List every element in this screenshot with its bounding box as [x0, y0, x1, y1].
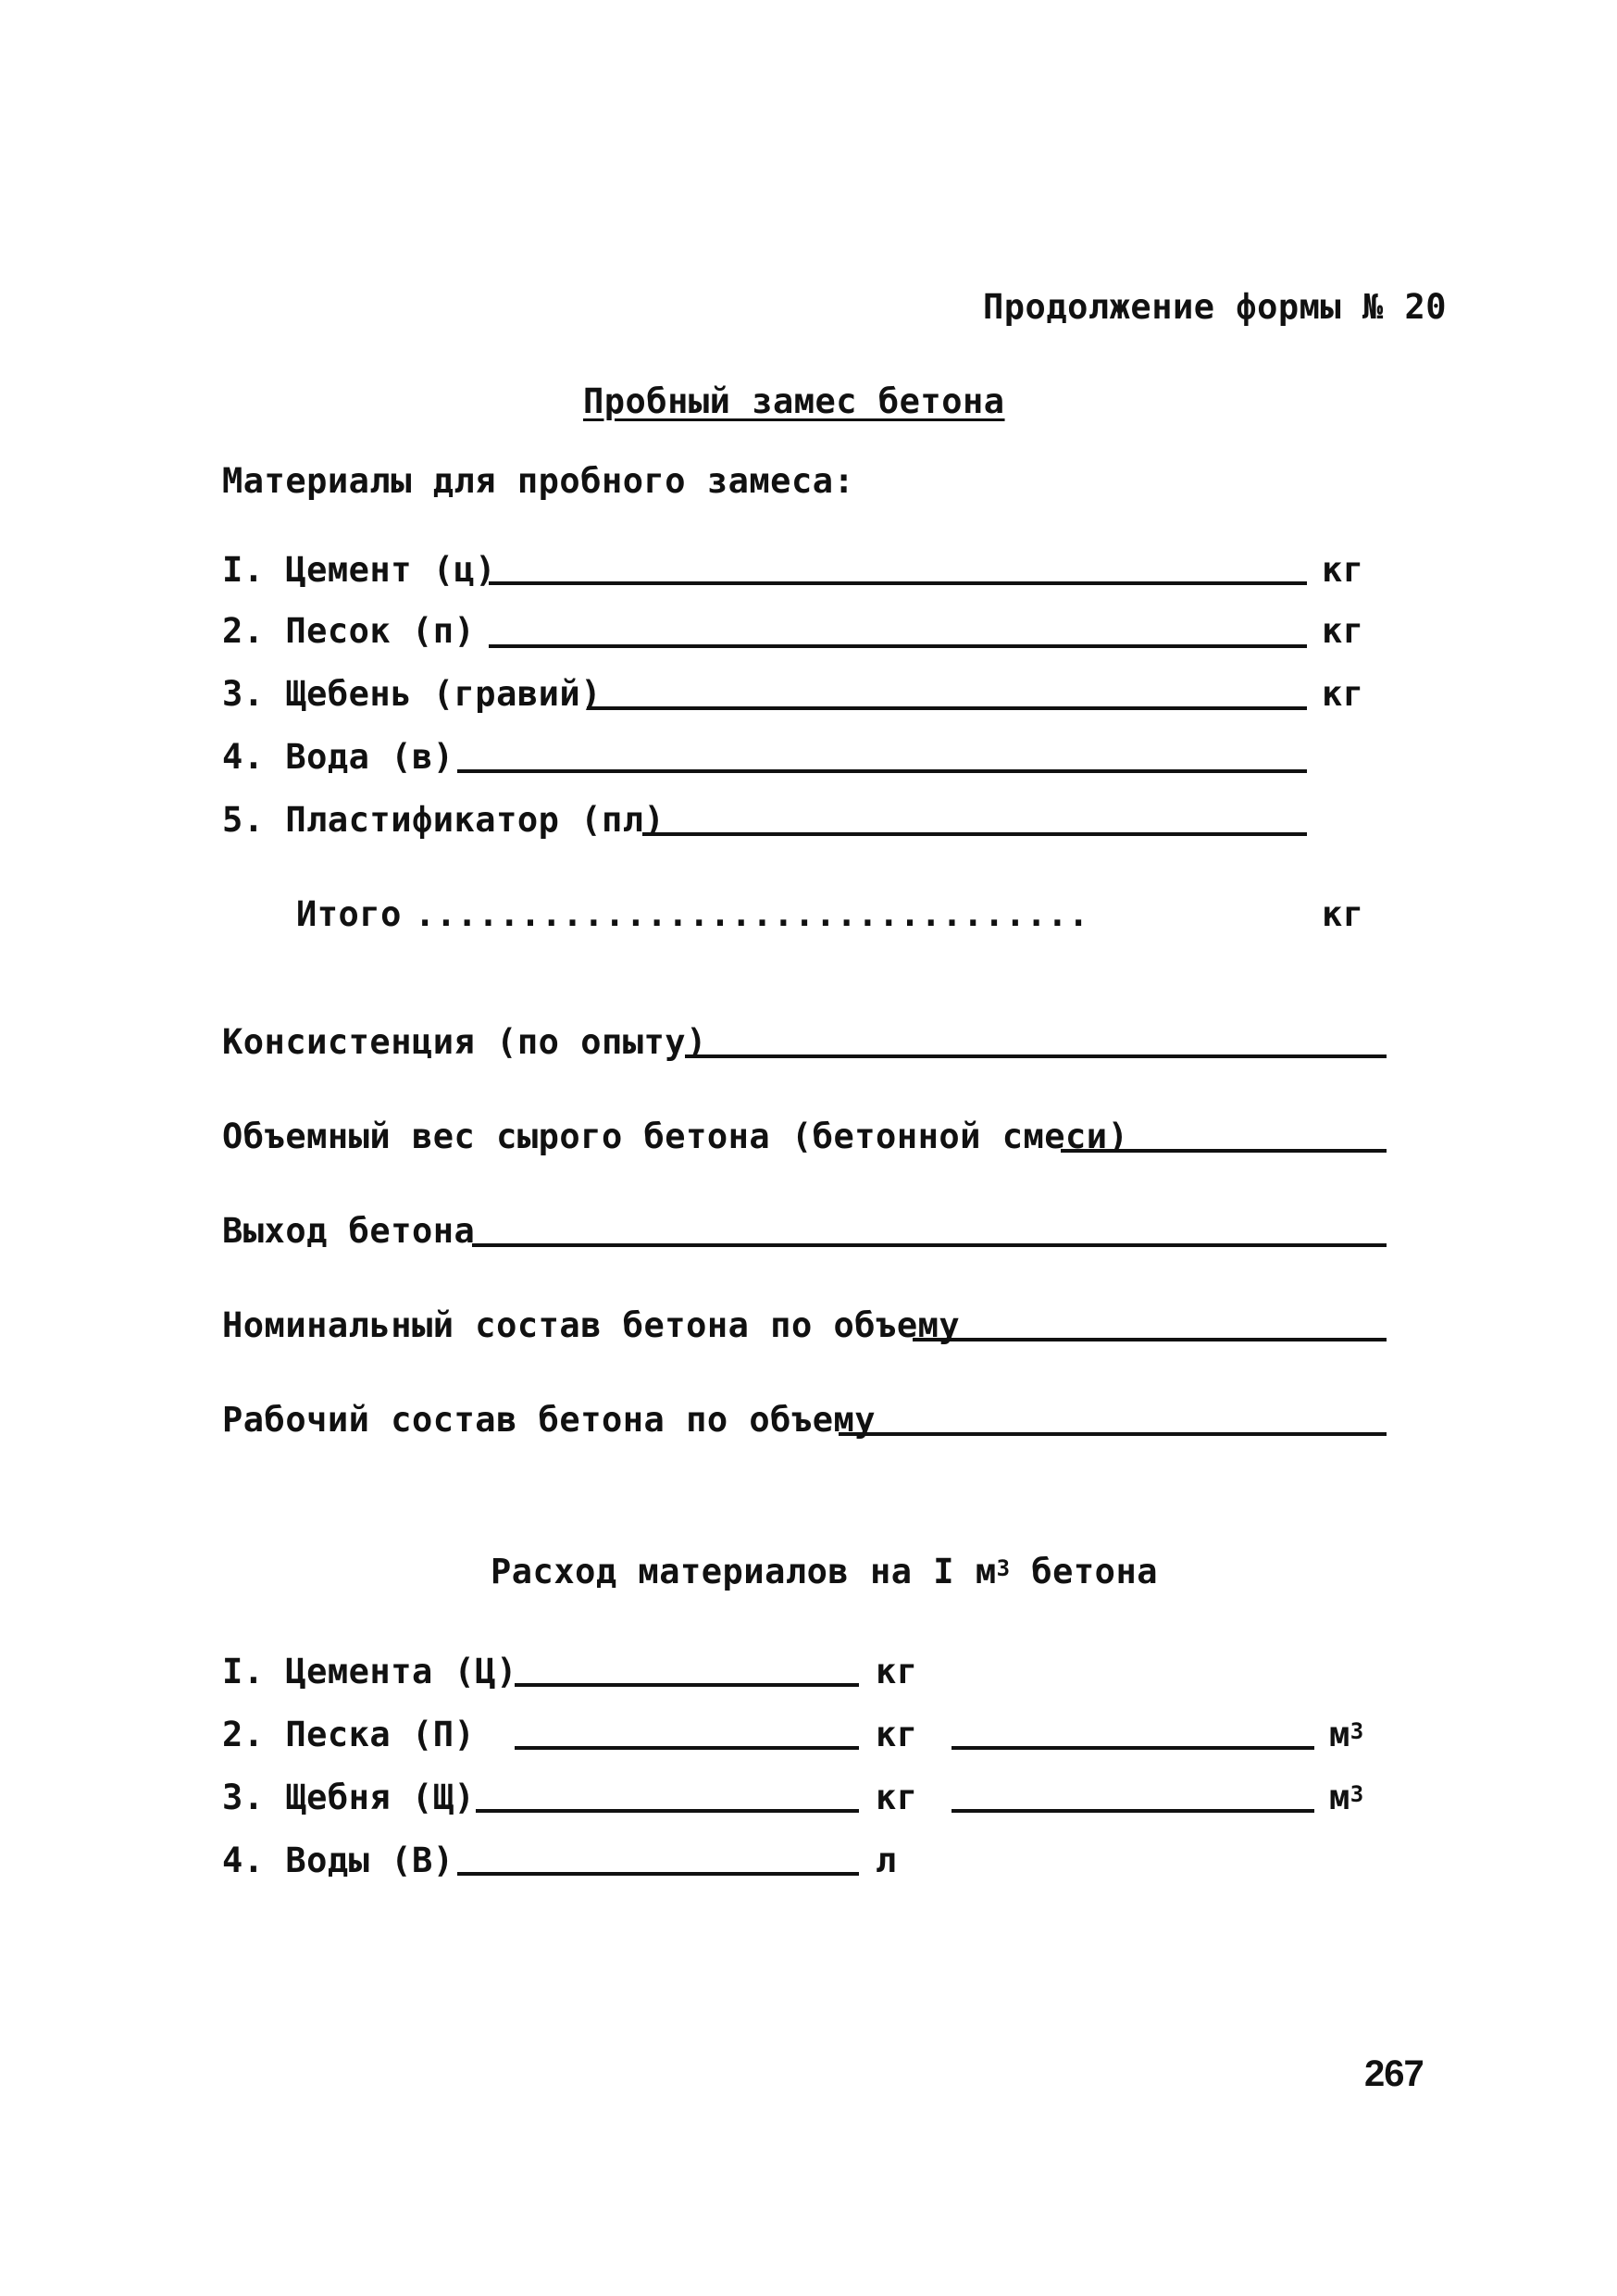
cons-sand-unit2: [1329, 1715, 1364, 1755]
cons-cement-unit: кг: [876, 1652, 918, 1691]
cons-cement-label: I. Цемента (Ц): [222, 1652, 517, 1691]
item-sand-unit: кг: [1322, 611, 1364, 651]
cons-sand-volume-line[interactable]: [952, 1746, 1314, 1750]
item-gravel-line[interactable]: [587, 706, 1307, 710]
section-title-consumption: [491, 1552, 1158, 1592]
item-water-line[interactable]: [457, 769, 1307, 773]
cons-gravel-volume-line[interactable]: [952, 1809, 1314, 1813]
cons-cement-line[interactable]: [515, 1683, 859, 1687]
cons-gravel-label: 3. Щебня (Щ): [222, 1778, 476, 1817]
cons-water-unit: л: [876, 1841, 897, 1880]
page-number: 267: [1364, 2053, 1424, 2094]
field-nominal-composition-line[interactable]: [913, 1338, 1387, 1341]
field-bulk-density-label: Объемный вес сырого бетона (бетонной смеси): [222, 1117, 1129, 1156]
field-consistency-label: Консистенция (по опыту): [222, 1022, 707, 1062]
section-title-trial-mix: Пробный замес бетона: [583, 381, 1005, 421]
cons-gravel-unit2-sup: 3: [1350, 1781, 1364, 1807]
field-yield-line[interactable]: [472, 1243, 1387, 1247]
cons-sand-unit2-text: м: [1329, 1715, 1350, 1754]
total-leader-dots: ................................: [415, 894, 1089, 934]
item-sand-label: 2. Песок (п): [222, 611, 476, 651]
cons-gravel-line[interactable]: [476, 1809, 859, 1813]
total-label: Итого: [296, 894, 402, 934]
item-cement-line[interactable]: [489, 581, 1307, 585]
cons-gravel-unit2: [1329, 1778, 1364, 1818]
field-nominal-composition-label: Номинальный состав бетона по объему: [222, 1305, 961, 1345]
materials-label: Материалы для пробного замеса:: [222, 461, 855, 501]
item-cement-label: I. Цемент (ц): [222, 550, 497, 590]
cons-sand-label: 2. Песка (П): [222, 1715, 476, 1754]
consumption-title-suffix: бетона: [1010, 1552, 1159, 1591]
item-gravel-unit: кг: [1322, 674, 1364, 714]
field-consistency-line[interactable]: [685, 1054, 1387, 1058]
item-water-label: 4. Вода (в): [222, 737, 454, 777]
cons-water-label: 4. Воды (В): [222, 1841, 454, 1880]
consumption-title-prefix: Расход материалов на I м: [491, 1552, 997, 1591]
item-plasticizer-label: 5. Пластификатор (пл): [222, 800, 665, 840]
cons-gravel-unit: кг: [876, 1778, 918, 1817]
field-yield-label: Выход бетона: [222, 1211, 476, 1251]
cons-sand-line[interactable]: [515, 1746, 859, 1750]
item-plasticizer-line[interactable]: [642, 832, 1307, 836]
item-sand-line[interactable]: [489, 644, 1307, 648]
item-gravel-label: 3. Щебень (гравий): [222, 674, 602, 714]
item-cement-unit: кг: [1322, 550, 1364, 590]
cons-sand-unit: кг: [876, 1715, 918, 1754]
consumption-title-sup: 3: [996, 1555, 1011, 1581]
cons-water-line[interactable]: [457, 1872, 859, 1876]
field-bulk-density-line[interactable]: [1061, 1149, 1387, 1153]
field-working-composition-label: Рабочий состав бетона по объему: [222, 1400, 877, 1440]
form-continuation-header: Продолжение формы № 20: [983, 287, 1448, 327]
field-working-composition-line[interactable]: [839, 1432, 1387, 1436]
cons-sand-unit2-sup: 3: [1350, 1718, 1364, 1744]
total-unit: кг: [1322, 894, 1364, 934]
cons-gravel-unit2-text: м: [1329, 1778, 1350, 1817]
